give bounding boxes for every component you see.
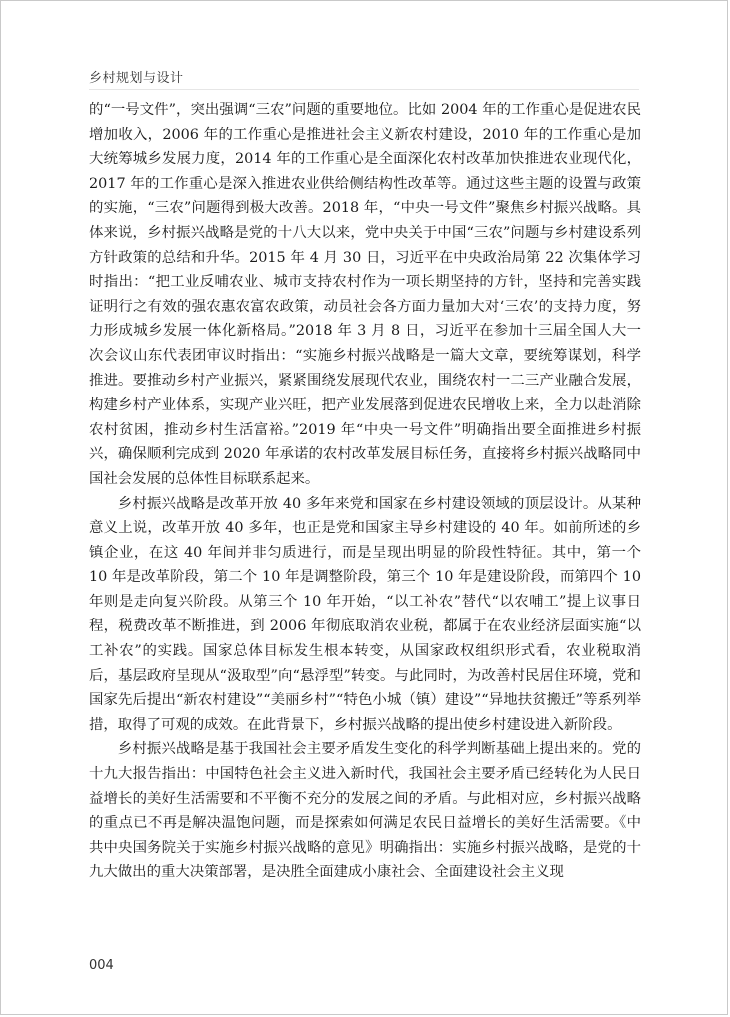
paragraph: 乡村振兴战略是基于我国社会主要矛盾发生变化的科学判断基础上提出来的。党的十九大报告指出：中国特色社会主义进入新时代，我国社会主要矛盾已经转化为人民日益增长的美好生活需要和不平衡不充分的发展之间的矛盾。与此相对应，乡村振兴战略的重点已不再是解决温饱问题，而是探索如何满足农民日益增长的美好生活需要。《中共中央国务院关于实施乡村振兴战略的意见》明确指出：实施乡村振兴战略，是党的十九大做出的重大决策部署，是决胜全面建成小康社会、全面建设社会主义现 bbox=[89, 741, 641, 881]
paragraph-continued: 的“一号文件”，突出强调“三农”问题的重要地位。比如 2004 年的工作重心是促进农民增加收入，2006 年的工作重心是推进社会主义新农村建设，2010 年的工作重心是加大统筹城乡发展力度，2014 年的工作重心是全面深化农村改革加快推进农业现代化，2017 年的工作重心是深入推进农业供给侧结构性改革等。通过这些主题的设置与政策的实施，“三农”问题得到极大改善。2018 年，“中央一号文件”聚焦乡村振兴战略。具体来说，乡村振兴战略是党的十八大以来，党中央关于中国“三农”问题与乡村建设系列方针政策的总结和升华。2015 年 4 月 30 日，习近平在中央政治局第 22 次集体学习时指出：“把工业反哺农业、城市支持农村作为一项长期坚持的方针，坚持和完善实践证明行之有效的强农惠农富农政策，动员社会各方面力量加大对‘三农’的支持力度，努力形成城乡发展一体化新格局。”2018 年 3 月 8 日，习近平在参加十三届全国人大一次会议山东代表团审议时指出：“实施乡村振兴战略是一篇大文章，要统筹谋划，科学推进。要推动乡村产业振兴，紧紧围绕发展现代农业，围绕农村一二三产业融合发展，构建乡村产业体系，实现产业兴旺，把产业发展落到促进农民增收上来，全力以赴消除农村贫困，推动乡村生活富裕。”2019 年“中央一号文件”明确指出要全面推进乡村振兴，确保顺利完成到 2020 年承诺的农村改革发展目标任务，直接将乡村振兴战略同中国社会发展的总体性目标联系起来。 bbox=[89, 102, 641, 487]
paragraph: 乡村振兴战略是改革开放 40 多年来党和国家在乡村建设领域的顶层设计。从某种意义上说，改革开放 40 多年，也正是党和国家主导乡村建设的 40 年。如前所述的乡镇企业，在这 40 年间并非匀质进行，而是呈现出明显的阶段性特征。其中，第一个 10 年是改革阶段，第二个 10 年是调整阶段，第三个 10 年是建设阶段，而第四个 10 年则是走向复兴阶段。从第三个 10 年开始，“以工补农”替代“以农哺工”提上议事日程，税费改革不断推进，到 2006 年彻底取消农业税，都属于在农业经济层面实施“以工补农”的实践。国家总体目标发生根本转变，从国家政权组织形式看，农业税取消后，基层政府呈现从“汲取型”向“悬浮型”转变。与此同时，为改善村民居住环境，党和国家先后提出“新农村建设”“美丽乡村”“特色小城（镇）建设”“异地扶贫搬迁”等系列举措，取得了可观的成效。在此背景下，乡村振兴战略的提出使乡村建设进入新阶段。 bbox=[89, 495, 641, 733]
body-text bbox=[89, 98, 641, 885]
page-number: 004 bbox=[89, 958, 114, 973]
running-head: 乡村规划与设计 bbox=[89, 71, 184, 86]
header-rule bbox=[89, 89, 639, 90]
